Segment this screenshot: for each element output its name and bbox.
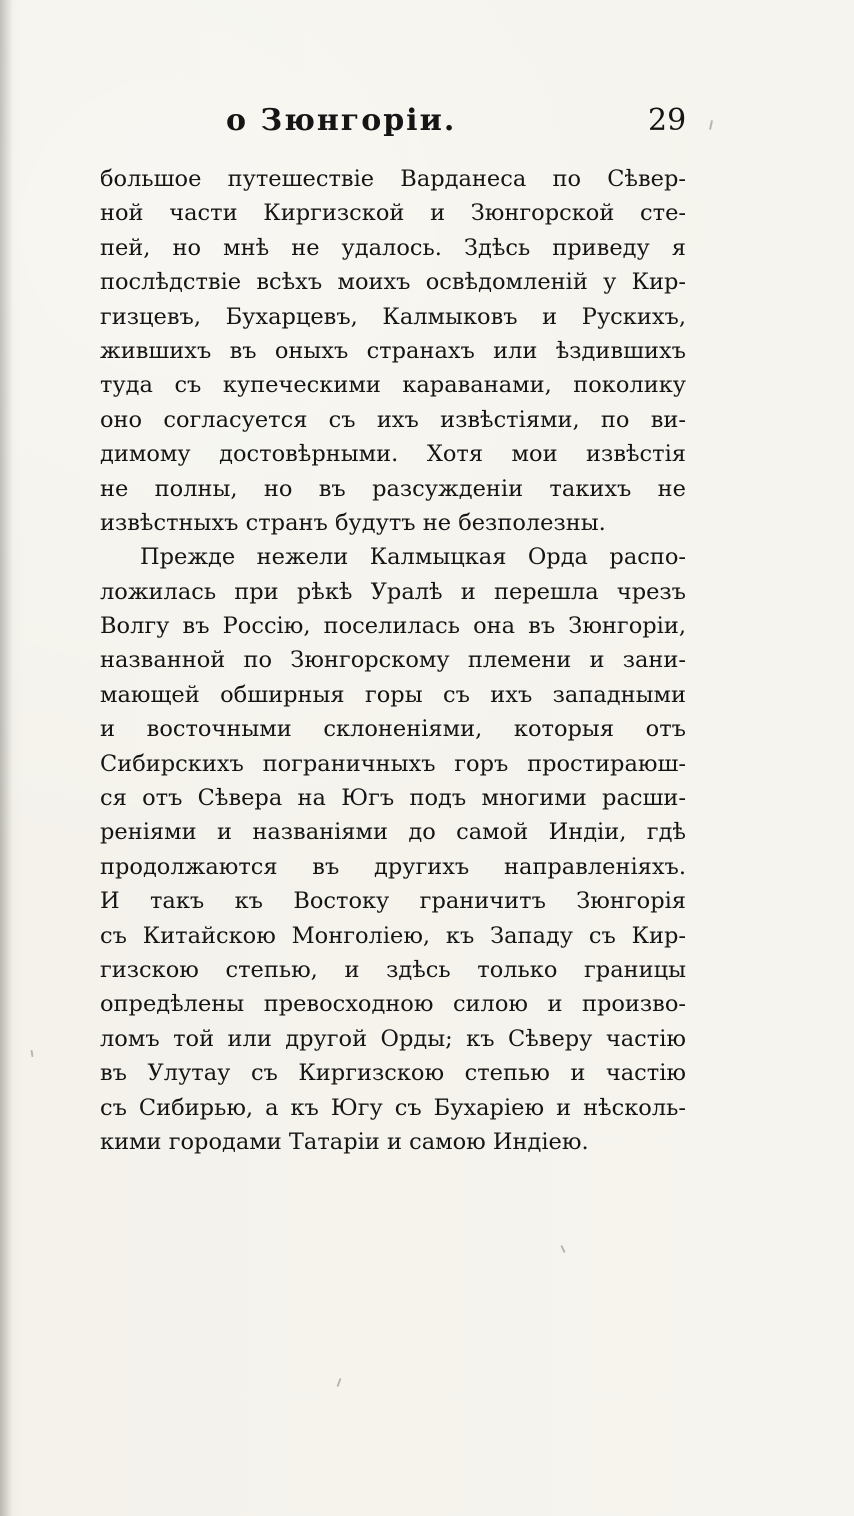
text-line: опредѣлены превосходною силою и произво- bbox=[100, 991, 686, 1018]
text-line: извѣстныхъ странъ будутъ не безполезны. bbox=[100, 509, 606, 536]
text-line: димому достовѣрными. Хотя мои извѣстія bbox=[100, 441, 686, 468]
text-line: ся отъ Сѣвера на Югъ подъ многими расши- bbox=[100, 785, 686, 812]
text-line: гизцевъ, Бухарцевъ, Калмыковъ и Рускихъ, bbox=[100, 303, 686, 330]
paper-speck bbox=[560, 1245, 565, 1253]
text-line: И такъ къ Востоку граничитъ Зюнгорія bbox=[100, 888, 686, 915]
text-line: гизскою степью, и здѣсь только границы bbox=[100, 956, 686, 983]
text-line: ной части Киргизской и Зюнгорской сте- bbox=[100, 200, 686, 227]
text-line: послѣдствіе всѣхъ моихъ освѣдомленій у Кир- bbox=[100, 269, 686, 296]
text-line: Сибирскихъ пограничныхъ горъ простираюш- bbox=[100, 750, 686, 777]
text-line: кими городами Татаріи и самою Индіею. bbox=[100, 1128, 589, 1155]
text-line: Волгу въ Россію, поселилась она въ Зюнгоріи, bbox=[100, 613, 686, 640]
text-line: мающей обширныя горы съ ихъ западными bbox=[100, 681, 686, 708]
text-line: ломъ той или другой Орды; къ Сѣверу частію bbox=[100, 1025, 686, 1052]
text-line: продолжаются въ другихъ направленіяхъ. bbox=[100, 853, 686, 880]
paper-speck bbox=[31, 1050, 34, 1057]
paragraph-first-line: Прежде нежели Калмыцкая Орда распо- bbox=[140, 544, 686, 571]
text-line: названной по Зюнгорскому племени и зани- bbox=[100, 647, 686, 674]
page-header bbox=[0, 103, 854, 143]
text-line: большое путешествіе Варданеса по Сѣвер- bbox=[100, 166, 686, 192]
text-line: съ Китайскою Монголіею, къ Западу съ Кир- bbox=[100, 922, 686, 949]
text-line: въ Улутау съ Киргизскою степью и частію bbox=[100, 1060, 686, 1087]
text-line: оно согласуется съ ихъ извѣстіями, по ви- bbox=[100, 406, 686, 433]
page-number: 29 bbox=[648, 103, 687, 138]
text-line: не полны, но въ разсужденіи такихъ не bbox=[100, 475, 686, 502]
text-line: и восточными склоненіями, которыя отъ bbox=[100, 716, 686, 743]
text-line: реніями и названіями до самой Индіи, гдѣ bbox=[100, 819, 686, 846]
running-title: о Зюнгоріи. bbox=[226, 103, 457, 138]
body-text bbox=[100, 162, 686, 1159]
paper-speck bbox=[337, 1378, 342, 1387]
text-line: туда съ купеческими караванами, поколику bbox=[100, 372, 686, 399]
text-line: жившихъ въ оныхъ странахъ или ѣздившихъ bbox=[100, 337, 686, 364]
spine-shadow bbox=[0, 0, 12, 1516]
text-line: съ Сибирью, а къ Югу съ Бухаріею и нѣсколь- bbox=[100, 1094, 686, 1121]
text-line: пей, но мнѣ не удалось. Здѣсь приведу я bbox=[100, 234, 686, 261]
text-line: ложилась при рѣкѣ Уралѣ и перешла чрезъ bbox=[100, 578, 686, 605]
